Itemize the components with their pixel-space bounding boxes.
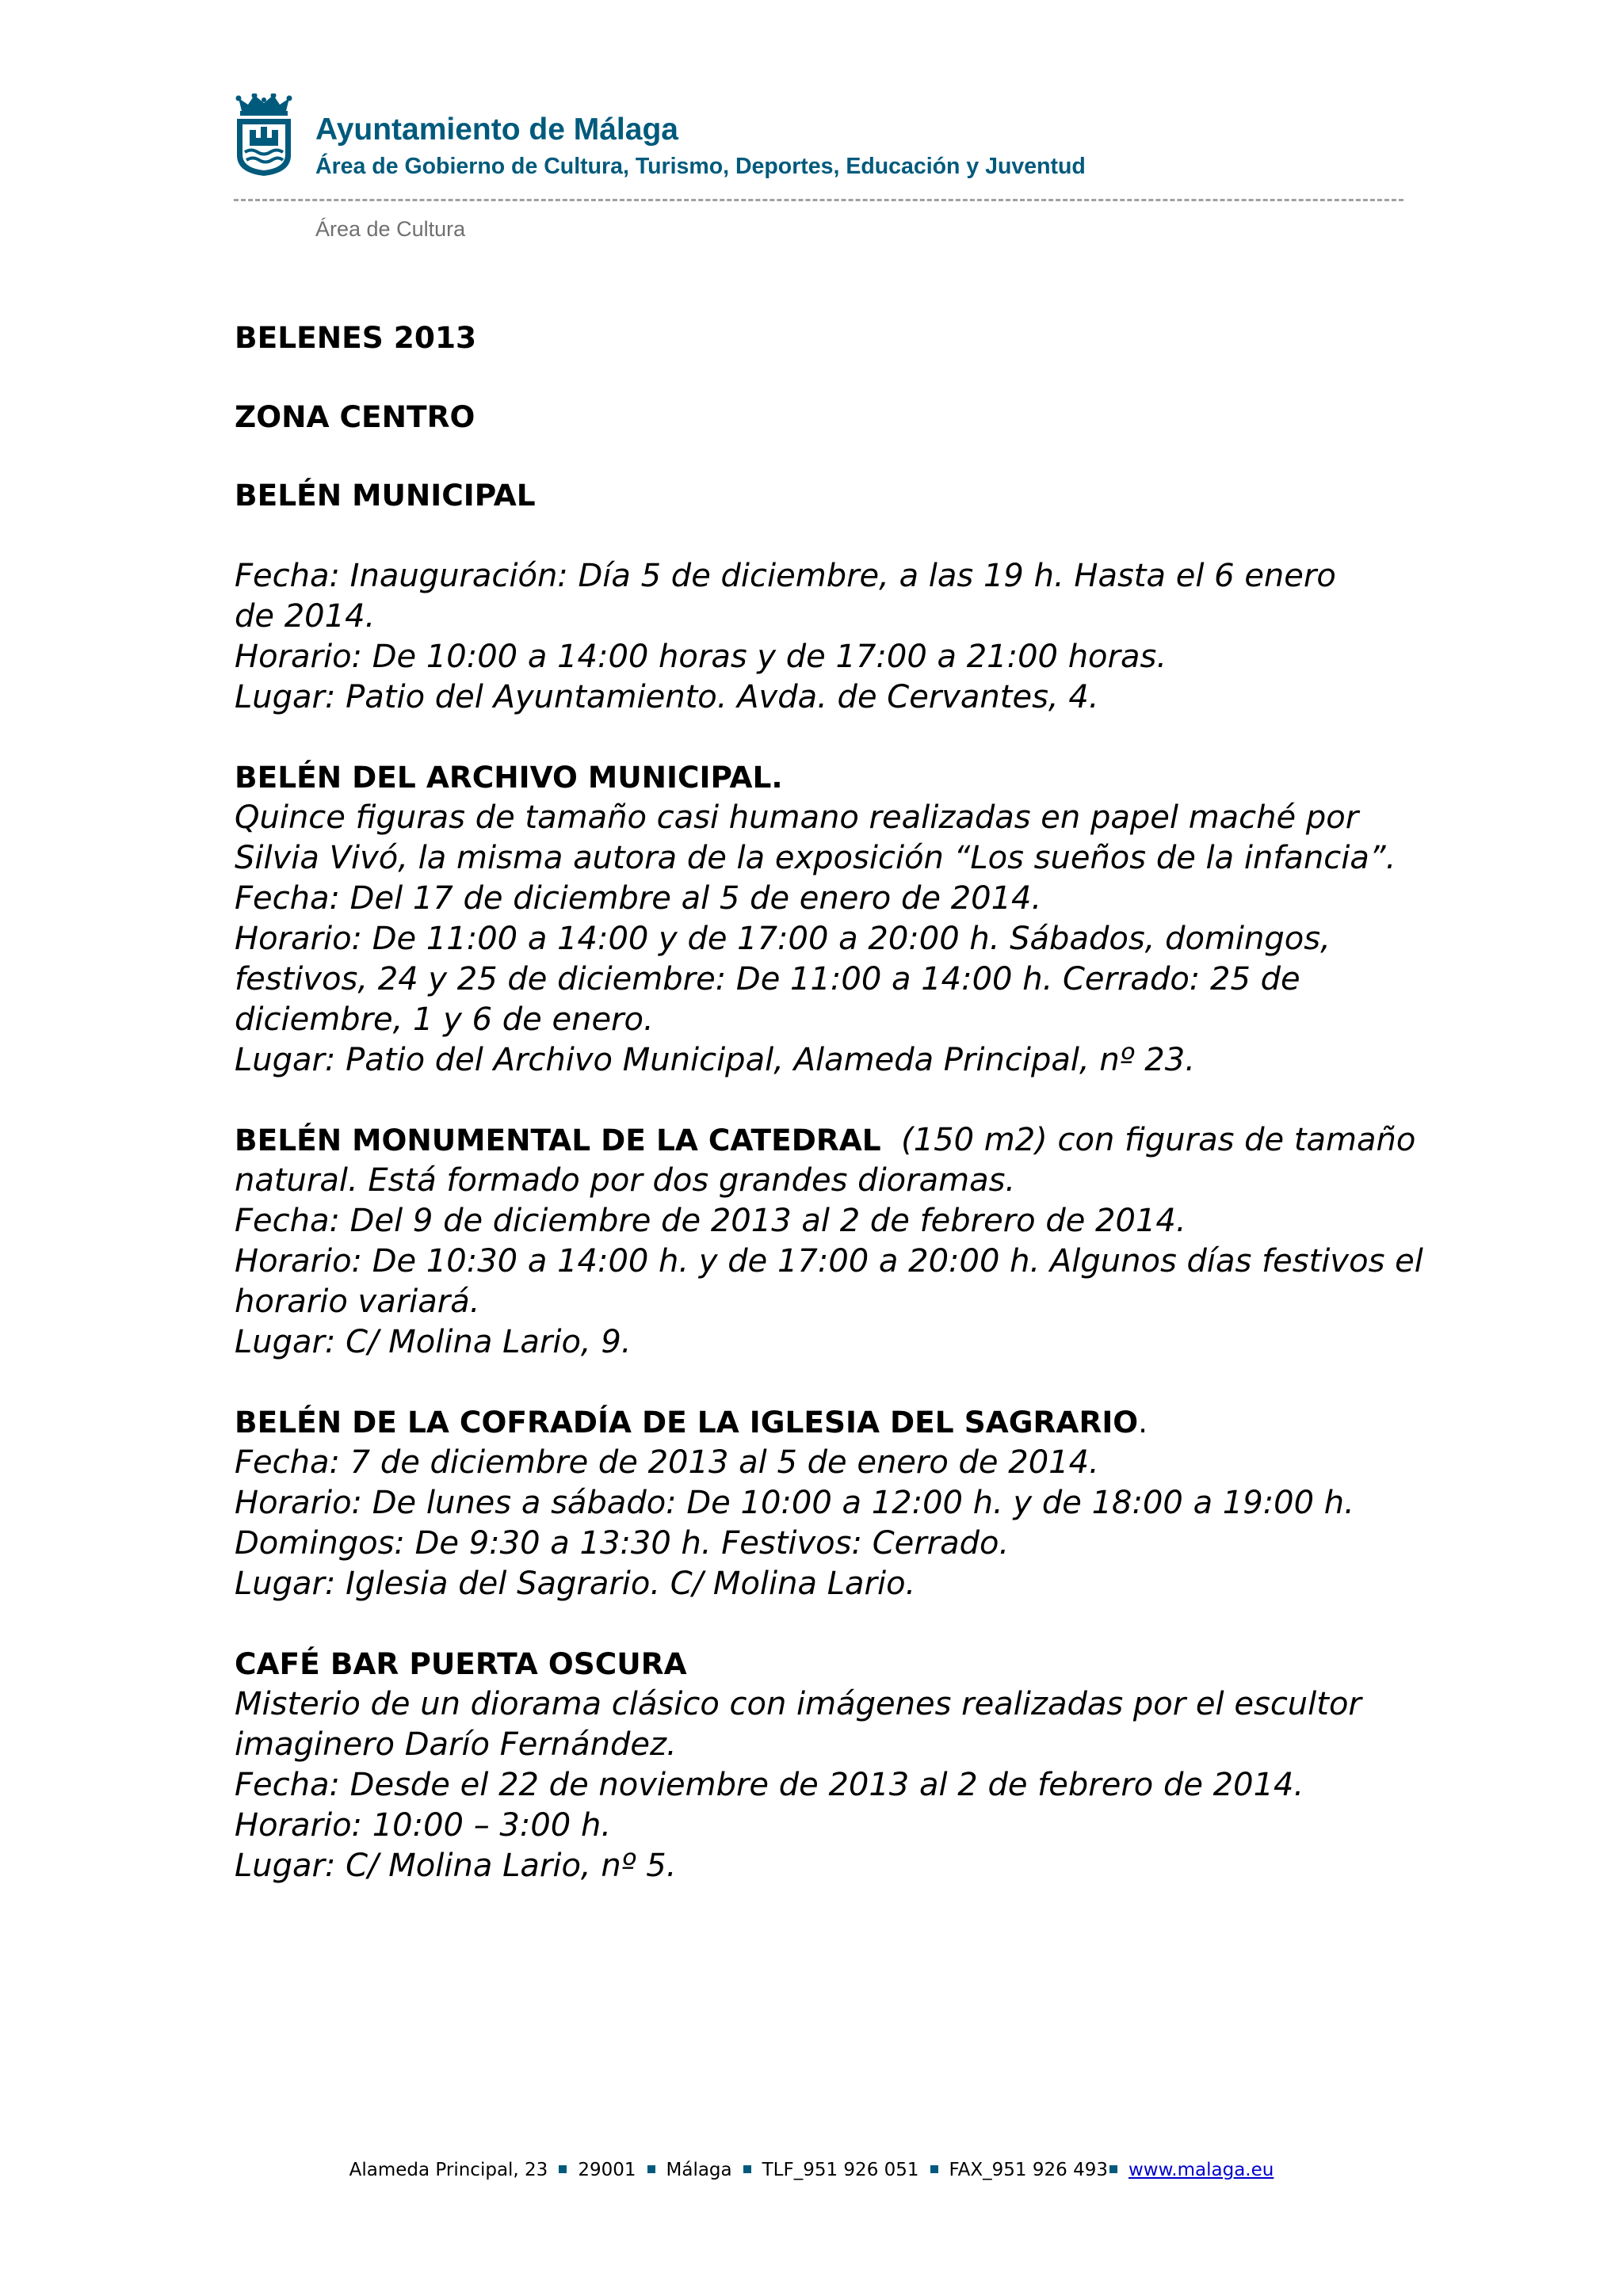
coat-of-arms-icon xyxy=(234,93,294,177)
entry-line: Fecha: Del 17 de diciembre al 5 de enero de 2014. xyxy=(235,880,1042,917)
entry-title: BELÉN MONUMENTAL DE LA CATEDRAL xyxy=(235,1123,881,1158)
entry-line: diciembre, 1 y 6 de enero. xyxy=(235,1001,654,1038)
separator-square-icon xyxy=(930,2165,938,2173)
nativity-entry xyxy=(235,1120,1423,1363)
entry-line: Fecha: Desde el 22 de noviembre de 2013 al 2 de febrero de 2014. xyxy=(235,1767,1304,1803)
entry-title-suffix: . xyxy=(1138,1405,1148,1440)
entry-line: Silvia Vivó, la misma autora de la exposición “Los sueños de la infancia”. xyxy=(235,840,1396,876)
entry-line: Lugar: Patio del Archivo Municipal, Alameda Principal, nº 23. xyxy=(235,1042,1195,1078)
entry-line: Fecha: Del 9 de diciembre de 2013 al 2 de febrero de 2014. xyxy=(235,1203,1186,1239)
entry-title: BELÉN MUNICIPAL xyxy=(235,478,536,513)
entry-line: Lugar: Patio del Ayuntamiento. Avda. de Cervantes, 4. xyxy=(235,679,1099,715)
separator-square-icon xyxy=(647,2165,655,2173)
entry-line: festivos, 24 y 25 de diciembre: De 11:00 a 14:00 h. Cerrado: 25 de xyxy=(235,961,1300,997)
entry-line: Lugar: C/ Molina Lario, 9. xyxy=(235,1324,632,1360)
website-link[interactable]: www.malaga.eu xyxy=(1128,2160,1274,2180)
nativity-entry xyxy=(235,475,1423,718)
footer-phone: TLF_951 926 051 xyxy=(762,2160,919,2180)
footer-fax: FAX_951 926 493 xyxy=(949,2160,1108,2180)
entry-title-line xyxy=(235,1120,1423,1161)
entry-title: CAFÉ BAR PUERTA OSCURA xyxy=(235,1646,687,1681)
zone-heading: ZONA CENTRO xyxy=(235,399,475,434)
entry-line: Horario: 10:00 – 3:00 h. xyxy=(235,1807,612,1844)
entry-line: Horario: De 10:30 a 14:00 h. y de 17:00 a 20:00 h. Algunos días festivos el xyxy=(235,1243,1423,1280)
entry-line: Horario: De 11:00 a 14:00 y de 17:00 a 20:00 h. Sábados, domingos, xyxy=(235,921,1331,957)
nativity-entry xyxy=(235,757,1423,1081)
entry-title-description: (150 m2) con figuras de tamaño xyxy=(880,1122,1416,1158)
footer-postal-code: 29001 xyxy=(578,2160,636,2180)
entry-line: Fecha: Inauguración: Día 5 de diciembre, a las 19 h. Hasta el 6 enero xyxy=(235,558,1336,594)
footer-city: Málaga xyxy=(666,2160,732,2180)
organization-name: Ayuntamiento de Málaga xyxy=(315,113,678,147)
separator-square-icon xyxy=(743,2165,751,2173)
nativity-entry xyxy=(235,1644,1423,1886)
entry-line: Horario: De 10:00 a 14:00 horas y de 17:00 a 21:00 horas. xyxy=(235,639,1167,675)
entry-line: Fecha: 7 de diciembre de 2013 al 5 de enero de 2014. xyxy=(235,1444,1099,1481)
entry-line: Horario: De lunes a sábado: De 10:00 a 12:00 h. y de 18:00 a 19:00 h. xyxy=(235,1485,1354,1521)
entry-line: de 2014. xyxy=(235,598,376,635)
entry-line: Lugar: Iglesia del Sagrario. C/ Molina Lario. xyxy=(235,1566,916,1602)
document-body xyxy=(235,317,1423,1926)
footer xyxy=(0,2160,1623,2180)
footer-address: Alameda Principal, 23 xyxy=(349,2160,548,2180)
entry-title: BELÉN DE LA COFRADÍA DE LA IGLESIA DEL SAGRARIO xyxy=(235,1405,1139,1440)
entry-title: BELÉN DEL ARCHIVO MUNICIPAL. xyxy=(235,760,783,795)
separator-square-icon xyxy=(1109,2165,1117,2173)
entry-line: natural. Está formado por dos grandes dioramas. xyxy=(235,1162,1016,1199)
entry-line: horario variará. xyxy=(235,1283,480,1320)
separator-square-icon xyxy=(559,2165,567,2173)
entry-line: Lugar: C/ Molina Lario, nº 5. xyxy=(235,1848,677,1884)
letterhead xyxy=(234,93,1407,252)
entry-line: imaginero Darío Fernández. xyxy=(235,1726,677,1763)
entry-line: Domingos: De 9:30 a 13:30 h. Festivos: Cerrado. xyxy=(235,1525,1010,1562)
entry-line: Quince figuras de tamaño casi humano realizadas en papel maché por xyxy=(235,799,1359,836)
document-title: BELENES 2013 xyxy=(235,320,477,355)
entry-line: Misterio de un diorama clásico con imágenes realizadas por el escultor xyxy=(235,1686,1361,1722)
header-divider xyxy=(234,199,1403,201)
organization-department: Área de Gobierno de Cultura, Turismo, Deportes, Educación y Juventud xyxy=(315,154,1086,179)
sub-department: Área de Cultura xyxy=(315,217,466,241)
entry-title-line xyxy=(235,1402,1423,1443)
nativity-entry xyxy=(235,1402,1423,1604)
